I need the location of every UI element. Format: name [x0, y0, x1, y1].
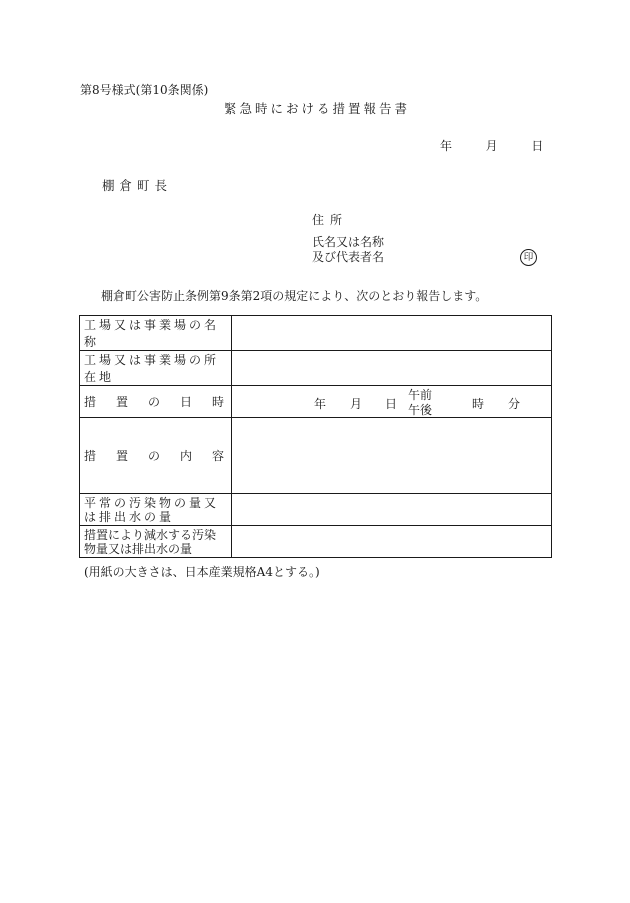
date-day: 日: [531, 139, 544, 153]
document-title: 緊急時における措置報告書: [224, 101, 411, 116]
name-label-line2: 及び代表者名: [312, 250, 385, 264]
addressee: 棚倉町長: [102, 178, 173, 193]
date-year: 年: [440, 139, 453, 153]
label-char: の: [147, 395, 160, 409]
reduced-pollutant-field[interactable]: [232, 526, 552, 558]
report-date: [440, 137, 543, 154]
date-month: 月: [485, 139, 498, 153]
table-row: [80, 526, 552, 558]
label-char: 日: [179, 395, 192, 409]
facility-name-label: 工場又は事業場の名称: [80, 316, 232, 351]
normal-pollutant-label: 平常の汚染物の量又は排出水の量: [80, 494, 232, 526]
measure-content-field[interactable]: [232, 418, 552, 494]
statement-text: 棚倉町公害防止条例第9条第2項の規定により、次のとおり報告します。: [101, 289, 488, 303]
table-row: [80, 494, 552, 526]
dt-year: 年: [314, 397, 327, 411]
measure-datetime-label: [80, 386, 232, 418]
label-char: の: [147, 449, 160, 463]
form-number: 第8号様式(第10条関係): [80, 83, 209, 97]
normal-pollutant-field[interactable]: [232, 494, 552, 526]
label-char: 時: [211, 395, 224, 409]
table-row: [80, 386, 552, 418]
name-label: [312, 235, 384, 265]
label-char: 置: [115, 395, 128, 409]
address-label: 住所: [312, 213, 349, 227]
measure-content-label: [80, 418, 232, 494]
dt-minute: 分: [508, 397, 521, 411]
label-char: 内: [179, 449, 192, 463]
facility-location-label: 工場又は事業場の所在地: [80, 351, 232, 386]
label-char: 容: [211, 449, 224, 463]
dt-hour: 時: [472, 397, 485, 411]
dt-month: 月: [350, 397, 363, 411]
measure-datetime-field[interactable]: [232, 386, 552, 418]
report-table: [79, 315, 552, 558]
label-char: 置: [115, 449, 128, 463]
facility-location-field[interactable]: [232, 351, 552, 386]
dt-day: 日: [385, 397, 398, 411]
dt-am: 午前: [408, 388, 433, 402]
reduced-pollutant-label: 措置により減水する汚染物量又は排出水の量: [80, 526, 232, 558]
facility-name-field[interactable]: [232, 316, 552, 351]
dt-pm: 午後: [408, 403, 433, 417]
table-row: [80, 418, 552, 494]
name-label-line1: 氏名又は名称: [312, 235, 385, 249]
seal-mark: 印: [520, 249, 537, 266]
label-char: 措: [84, 395, 97, 409]
table-row: [80, 351, 552, 386]
label-char: 措: [84, 449, 97, 463]
paper-size-note: (用紙の大きさは、日本産業規格A4とする。): [84, 565, 320, 579]
table-row: [80, 316, 552, 351]
